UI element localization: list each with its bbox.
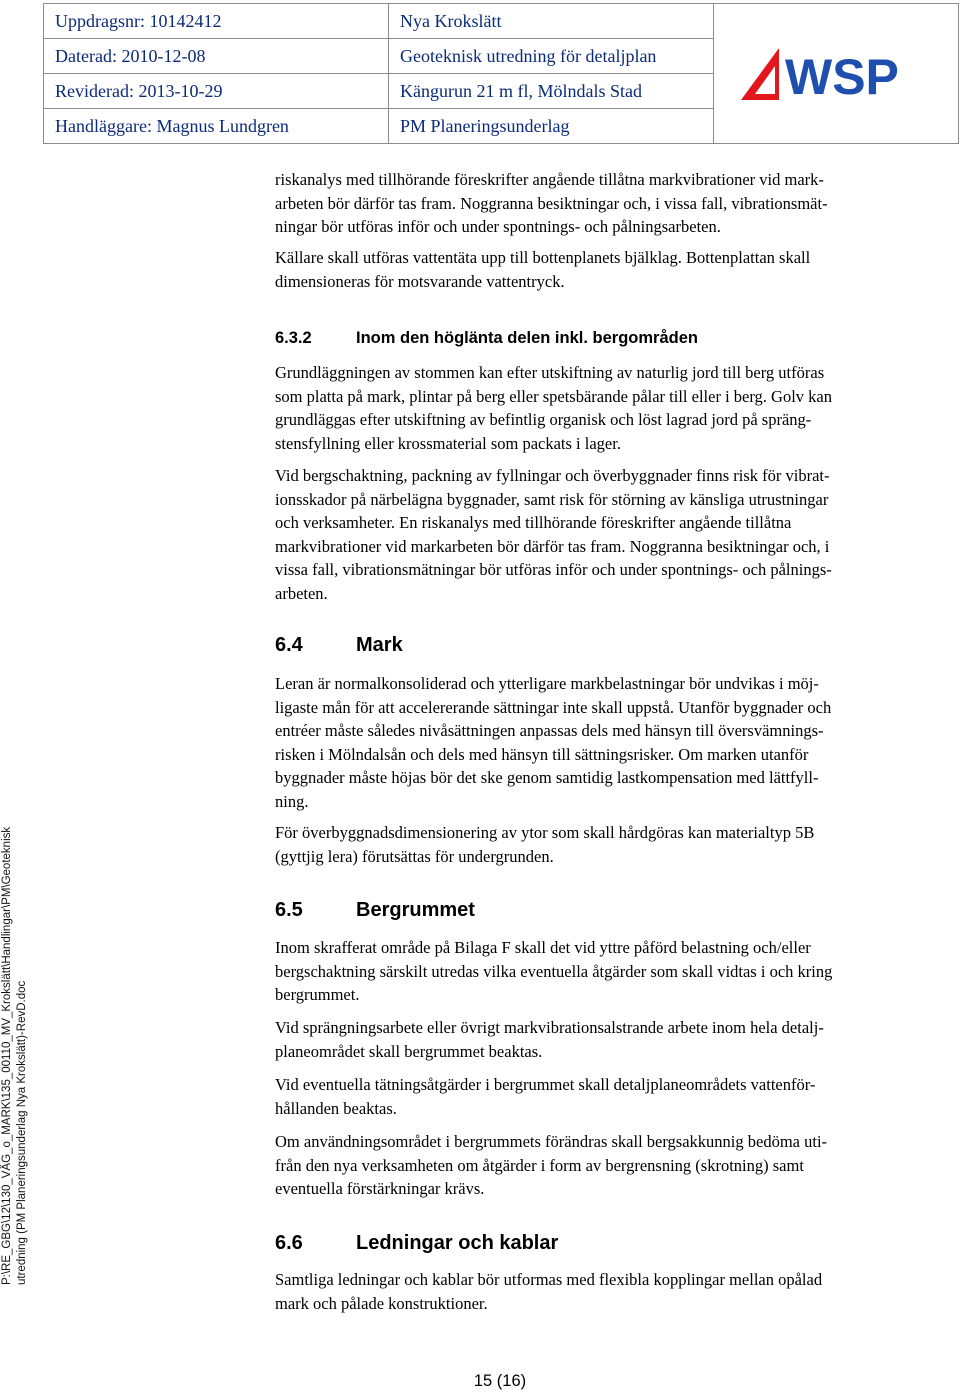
page-number: 15 (16) xyxy=(473,1372,527,1390)
file-path-line-2: utredning (PM Planeringsunderlag Nya Krokslätt)-RevD.doc xyxy=(16,980,28,1285)
text-line: eventuella förstärkningar krävs. xyxy=(275,1179,485,1198)
wsp-logo-icon xyxy=(741,44,931,104)
section-number: 6.4 xyxy=(275,634,303,656)
project-number: Uppdragsnr: 10142412 xyxy=(44,4,389,39)
text-line: dimensioneras för motsvarande vattentryck. xyxy=(275,271,565,291)
section-number: 6.6 xyxy=(275,1232,303,1254)
section-heading-6-4 xyxy=(275,634,403,657)
date-revised: Reviderad: 2013-10-29 xyxy=(44,74,389,109)
file-path-line-1: P:\RE_GBG\12\130_VÄG_o_MARK\135_00110_MV_Krokslätt\Handlingar\PM\Geoteknisk xyxy=(1,826,13,1285)
section-number: 6.3.2 xyxy=(275,329,312,347)
text-line: Källare skall utföras vattentäta upp till bottenplanets bjälklag. Bottenplattan skall xyxy=(275,248,811,267)
text-line: grundläggas efter utskiftning av befintlig organisk och löst lagrad jord på spräng- xyxy=(275,410,812,429)
paragraph-inom xyxy=(275,936,955,1007)
property-location: Kängurun 21 m fl, Mölndals Stad xyxy=(389,74,714,109)
text-line: Om användningsområdet i bergrummets förändras skall bergsakkunnig bedöma uti- xyxy=(275,1132,828,1151)
paragraph-intro xyxy=(275,168,955,239)
header-table xyxy=(43,3,959,144)
text-line: Grundläggningen av stommen kan efter utskiftning av naturlig jord till berg utföras xyxy=(275,363,825,382)
text-line: riskanalys med tillhörande föreskrifter angående tillåtna markvibrationer vid mark- xyxy=(275,170,824,189)
paragraph-bergschaktning xyxy=(275,464,955,605)
text-line: För överbyggnadsdimensionering av ytor som skall hårdgöras kan materialtyp 5B xyxy=(275,823,815,842)
project-name: Nya Krokslätt xyxy=(389,4,714,39)
text-line: risken i Mölndalsån och dels med hänsyn till sättningsrisker. Om marken utanför xyxy=(275,744,809,764)
paragraph-leran xyxy=(275,672,955,813)
text-line: vissa fall, vibrationsmätningar bör utföras inför och under spontnings- och pålnings- xyxy=(275,560,832,579)
logo-text: WSP xyxy=(785,48,899,104)
text-line: ligaste mån för att accelererande sättningar inte skall uppstå. Utanför byggnader och xyxy=(275,697,832,717)
text-line: mark och pålade konstruktioner. xyxy=(275,1293,488,1313)
paragraph-kallare xyxy=(275,246,955,293)
text-line: bergrummet. xyxy=(275,985,360,1004)
text-line: (gyttjig lera) förutsättas för undergrunden. xyxy=(275,846,554,866)
text-line: byggnader måste höjas bör det ske genom samtidig lastkompensation med lättfyll- xyxy=(275,768,819,787)
paragraph-ledningar xyxy=(275,1268,955,1315)
section-title: Ledningar och kablar xyxy=(356,1232,559,1254)
paragraph-overbyggnad xyxy=(275,821,955,868)
text-line: markvibrationer vid markarbeten bör därför tas fram. Noggranna besiktningar och, i xyxy=(275,536,830,556)
document-subject: Geoteknisk utredning för detaljplan xyxy=(389,39,714,74)
document-header xyxy=(0,0,960,144)
paragraph-sprangning xyxy=(275,1016,955,1063)
paragraph-tatning xyxy=(275,1073,955,1120)
section-title: Inom den höglänta delen inkl. bergområden xyxy=(356,329,698,347)
text-line: arbeten bör därför tas fram. Noggranna besiktningar och, i vissa fall, vibrationsmät- xyxy=(275,193,828,213)
text-line: ning. xyxy=(275,791,309,811)
section-number: 6.5 xyxy=(275,899,303,921)
text-line: som platta på mark, plintar på berg eller spetsbärande pålar till eller i berg. Golv kan xyxy=(275,386,832,406)
text-line: ningar bör utföras inför och under spontnings- och pålningsarbeten. xyxy=(275,217,721,236)
text-line: och verksamheter. En riskanalys med tillhörande föreskrifter angående tillåtna xyxy=(275,513,792,532)
file-path-margin xyxy=(0,826,40,1285)
text-line: Samtliga ledningar och kablar bör utformas med flexibla kopplingar mellan opålad xyxy=(275,1270,823,1289)
text-line: ionsskador på närbelägna byggnader, samt risk för störning av känsliga utrustningar xyxy=(275,489,829,509)
section-title: Bergrummet xyxy=(356,899,475,921)
text-line: från den nya verksamheten om åtgärder i form av bergrensning (skrotning) samt xyxy=(275,1155,804,1175)
section-heading-6-3-2 xyxy=(275,329,698,348)
handler: Handläggare: Magnus Lundgren xyxy=(44,109,389,144)
text-line: stensfyllning eller krossmaterial som packats i lager. xyxy=(275,433,621,453)
section-heading-6-5 xyxy=(275,899,475,922)
text-line: hållanden beaktas. xyxy=(275,1098,397,1118)
section-title: Mark xyxy=(356,634,403,656)
wsp-logo xyxy=(714,4,959,144)
text-line: bergschaktning särskilt utredas vilka eventuella åtgärder som skall vidtas i och kring xyxy=(275,961,833,981)
document-type: PM Planeringsunderlag xyxy=(389,109,714,144)
section-heading-6-6 xyxy=(275,1232,558,1255)
text-line: Inom skrafferat område på Bilaga F skall det vid yttre påförd belastning och/eller xyxy=(275,938,811,957)
text-line: Vid sprängningsarbete eller övrigt markvibrationsalstrande arbete inom hela detalj- xyxy=(275,1018,824,1037)
text-line: Vid bergschaktning, packning av fyllningar och överbyggnader finns risk för vibrat- xyxy=(275,466,830,485)
paragraph-anvandning xyxy=(275,1130,955,1201)
paragraph-grundlaggning xyxy=(275,361,955,455)
text-line: entréer måste således nivåsättningen anpassas dels med hänsyn till översvämnings- xyxy=(275,721,824,740)
text-line: Vid eventuella tätningsåtgärder i bergrummet skall detaljplaneområdets vattenför- xyxy=(275,1075,816,1094)
text-line: arbeten. xyxy=(275,583,328,603)
date-issued: Daterad: 2010-12-08 xyxy=(44,39,389,74)
text-line: planeområdet skall bergrummet beaktas. xyxy=(275,1041,543,1061)
text-line: Leran är normalkonsoliderad och ytterligare markbelastningar bör undvikas i möj- xyxy=(275,674,819,693)
